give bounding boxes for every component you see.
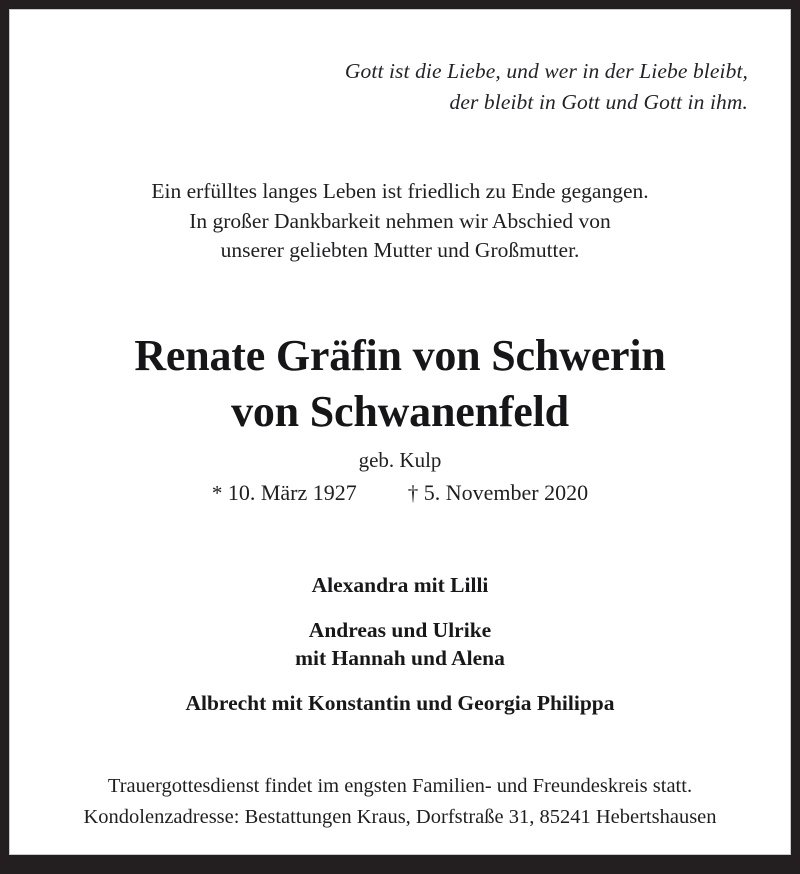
lead-line-1: Ein erfülltes langes Leben ist friedlich zu Ende gegangen. [151,179,649,203]
obituary-notice-card [9,9,791,855]
family-group [10,689,790,717]
lead-paragraph [10,177,790,266]
family-group [10,616,790,672]
family-line: Alexandra mit Lilli [311,573,489,597]
family-line: mit Hannah und Alena [295,646,505,670]
deceased-maiden-name: geb. Kulp [358,448,442,472]
deceased-dates [10,479,790,507]
family-group [10,571,790,599]
birth-star-icon: * [211,481,223,505]
epigraph-line-2: der bleibt in Gott und Gott in ihm. [449,90,748,114]
deceased-name-block [10,328,790,507]
family-line: Albrecht mit Konstantin und Georgia Philippa [185,691,615,715]
death-date: 5. November 2020 [423,480,589,505]
death-cross-icon: † [407,481,419,505]
family-line: Andreas und Ulrike [308,618,492,642]
family-mourners-list [10,571,790,717]
deceased-name-line-1: Renate Gräfin von Schwerin [134,331,666,380]
funeral-service-note: Trauergottesdienst findet im engsten Familien- und Freundeskreis statt. [107,775,693,797]
service-and-condolence-info [10,771,790,833]
deceased-name-line-2: von Schwanenfeld [231,387,569,436]
birth-date: 10. März 1927 [227,480,357,505]
condolence-address: Kondolenzadresse: Bestattungen Kraus, Dorfstraße 31, 85241 Hebertshausen [83,806,717,828]
epigraph-line-1: Gott ist die Liebe, und wer in der Liebe bleibt, [344,59,748,83]
lead-line-3: unserer geliebten Mutter und Großmutter. [220,238,580,262]
epigraph-quote [228,56,748,118]
lead-line-2: In großer Dankbarkeit nehmen wir Abschied von [189,208,611,233]
